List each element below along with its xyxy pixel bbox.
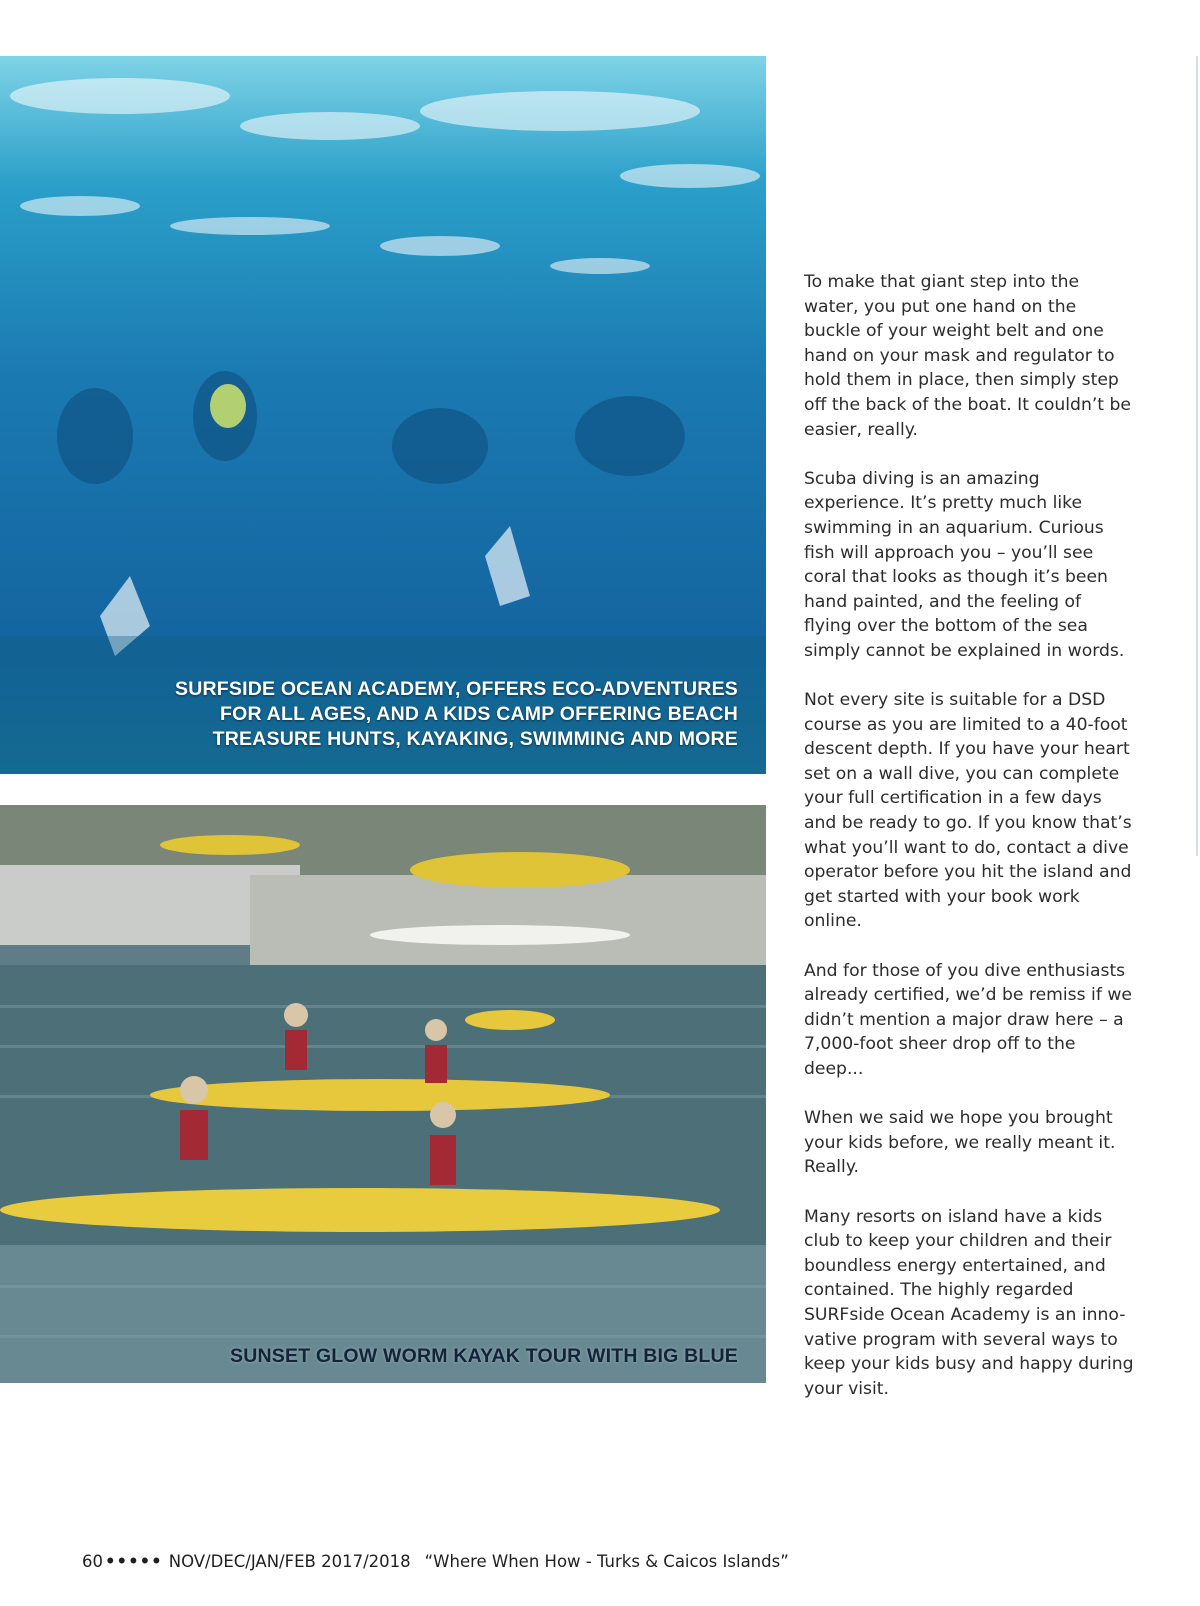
kayak-photo-caption: SUNSET GLOW WORM KAYAK TOUR WITH BIG BLUE xyxy=(230,1345,738,1367)
article-paragraph: Not every site is suitable for a DSD course as you are limited to a 40-foot descent depth. If you have your heart set on a wall dive, you can complete your full certification in a few days and be ready to go. If you know that’s what you’ll want to do, contact a dive operator before you hit the island and get started with your book work online. xyxy=(804,690,1132,932)
publication-title: “Where When How - Turks & Caicos Islands” xyxy=(424,1552,789,1571)
snorkel-photo xyxy=(0,56,766,774)
article-body xyxy=(804,270,1134,1426)
page-number: 60 xyxy=(82,1552,103,1571)
kayak-photo-image xyxy=(0,805,766,1383)
article-paragraph: To make that giant step into the water, you put one hand on the buckle of your weight belt and one hand on your mask and regulator to hold them in place, then simply step off the back of the boat. It couldn’t be easier, really. xyxy=(804,272,1131,440)
article-paragraph: Many resorts on island have a kids club to keep your children and their boundless energy entertained, and contained. The highly regarded SURFside Ocean Academy is an inno-vative program with several ways to keep your kids busy and happy during your visit. xyxy=(804,1206,1134,1399)
footer-dots: ••••• xyxy=(105,1552,163,1571)
page-edge-rule xyxy=(1196,56,1198,856)
caption-line: SURFSIDE OCEAN ACADEMY, OFFERS ECO-ADVENTURES xyxy=(175,678,738,700)
kayak-photo xyxy=(0,805,766,1383)
article-paragraph: And for those of you dive enthusiasts already certified, we’d be remiss if we didn’t mention a major draw here – a 7,000-foot sheer drop off to the deep... xyxy=(804,960,1132,1079)
caption-line: TREASURE HUNTS, KAYAKING, SWIMMING AND MORE xyxy=(212,728,738,750)
issue-date: NOV/DEC/JAN/FEB 2017/2018 xyxy=(168,1552,411,1571)
article-paragraph: When we said we hope you brought your kids before, we really meant it. Really. xyxy=(804,1108,1116,1178)
snorkel-photo-image xyxy=(0,56,766,774)
snorkel-photo-caption xyxy=(175,677,738,752)
article-paragraph: Scuba diving is an amazing experience. It’s pretty much like swimming in an aquarium. Curious fish will approach you – you’ll see coral that looks as though it’s been hand painted, and the feeling of flying over the bottom of the sea simply cannot be explained in words. xyxy=(804,468,1125,661)
page-footer xyxy=(82,1552,789,1571)
caption-line: FOR ALL AGES, AND A KIDS CAMP OFFERING BEACH xyxy=(220,703,738,725)
